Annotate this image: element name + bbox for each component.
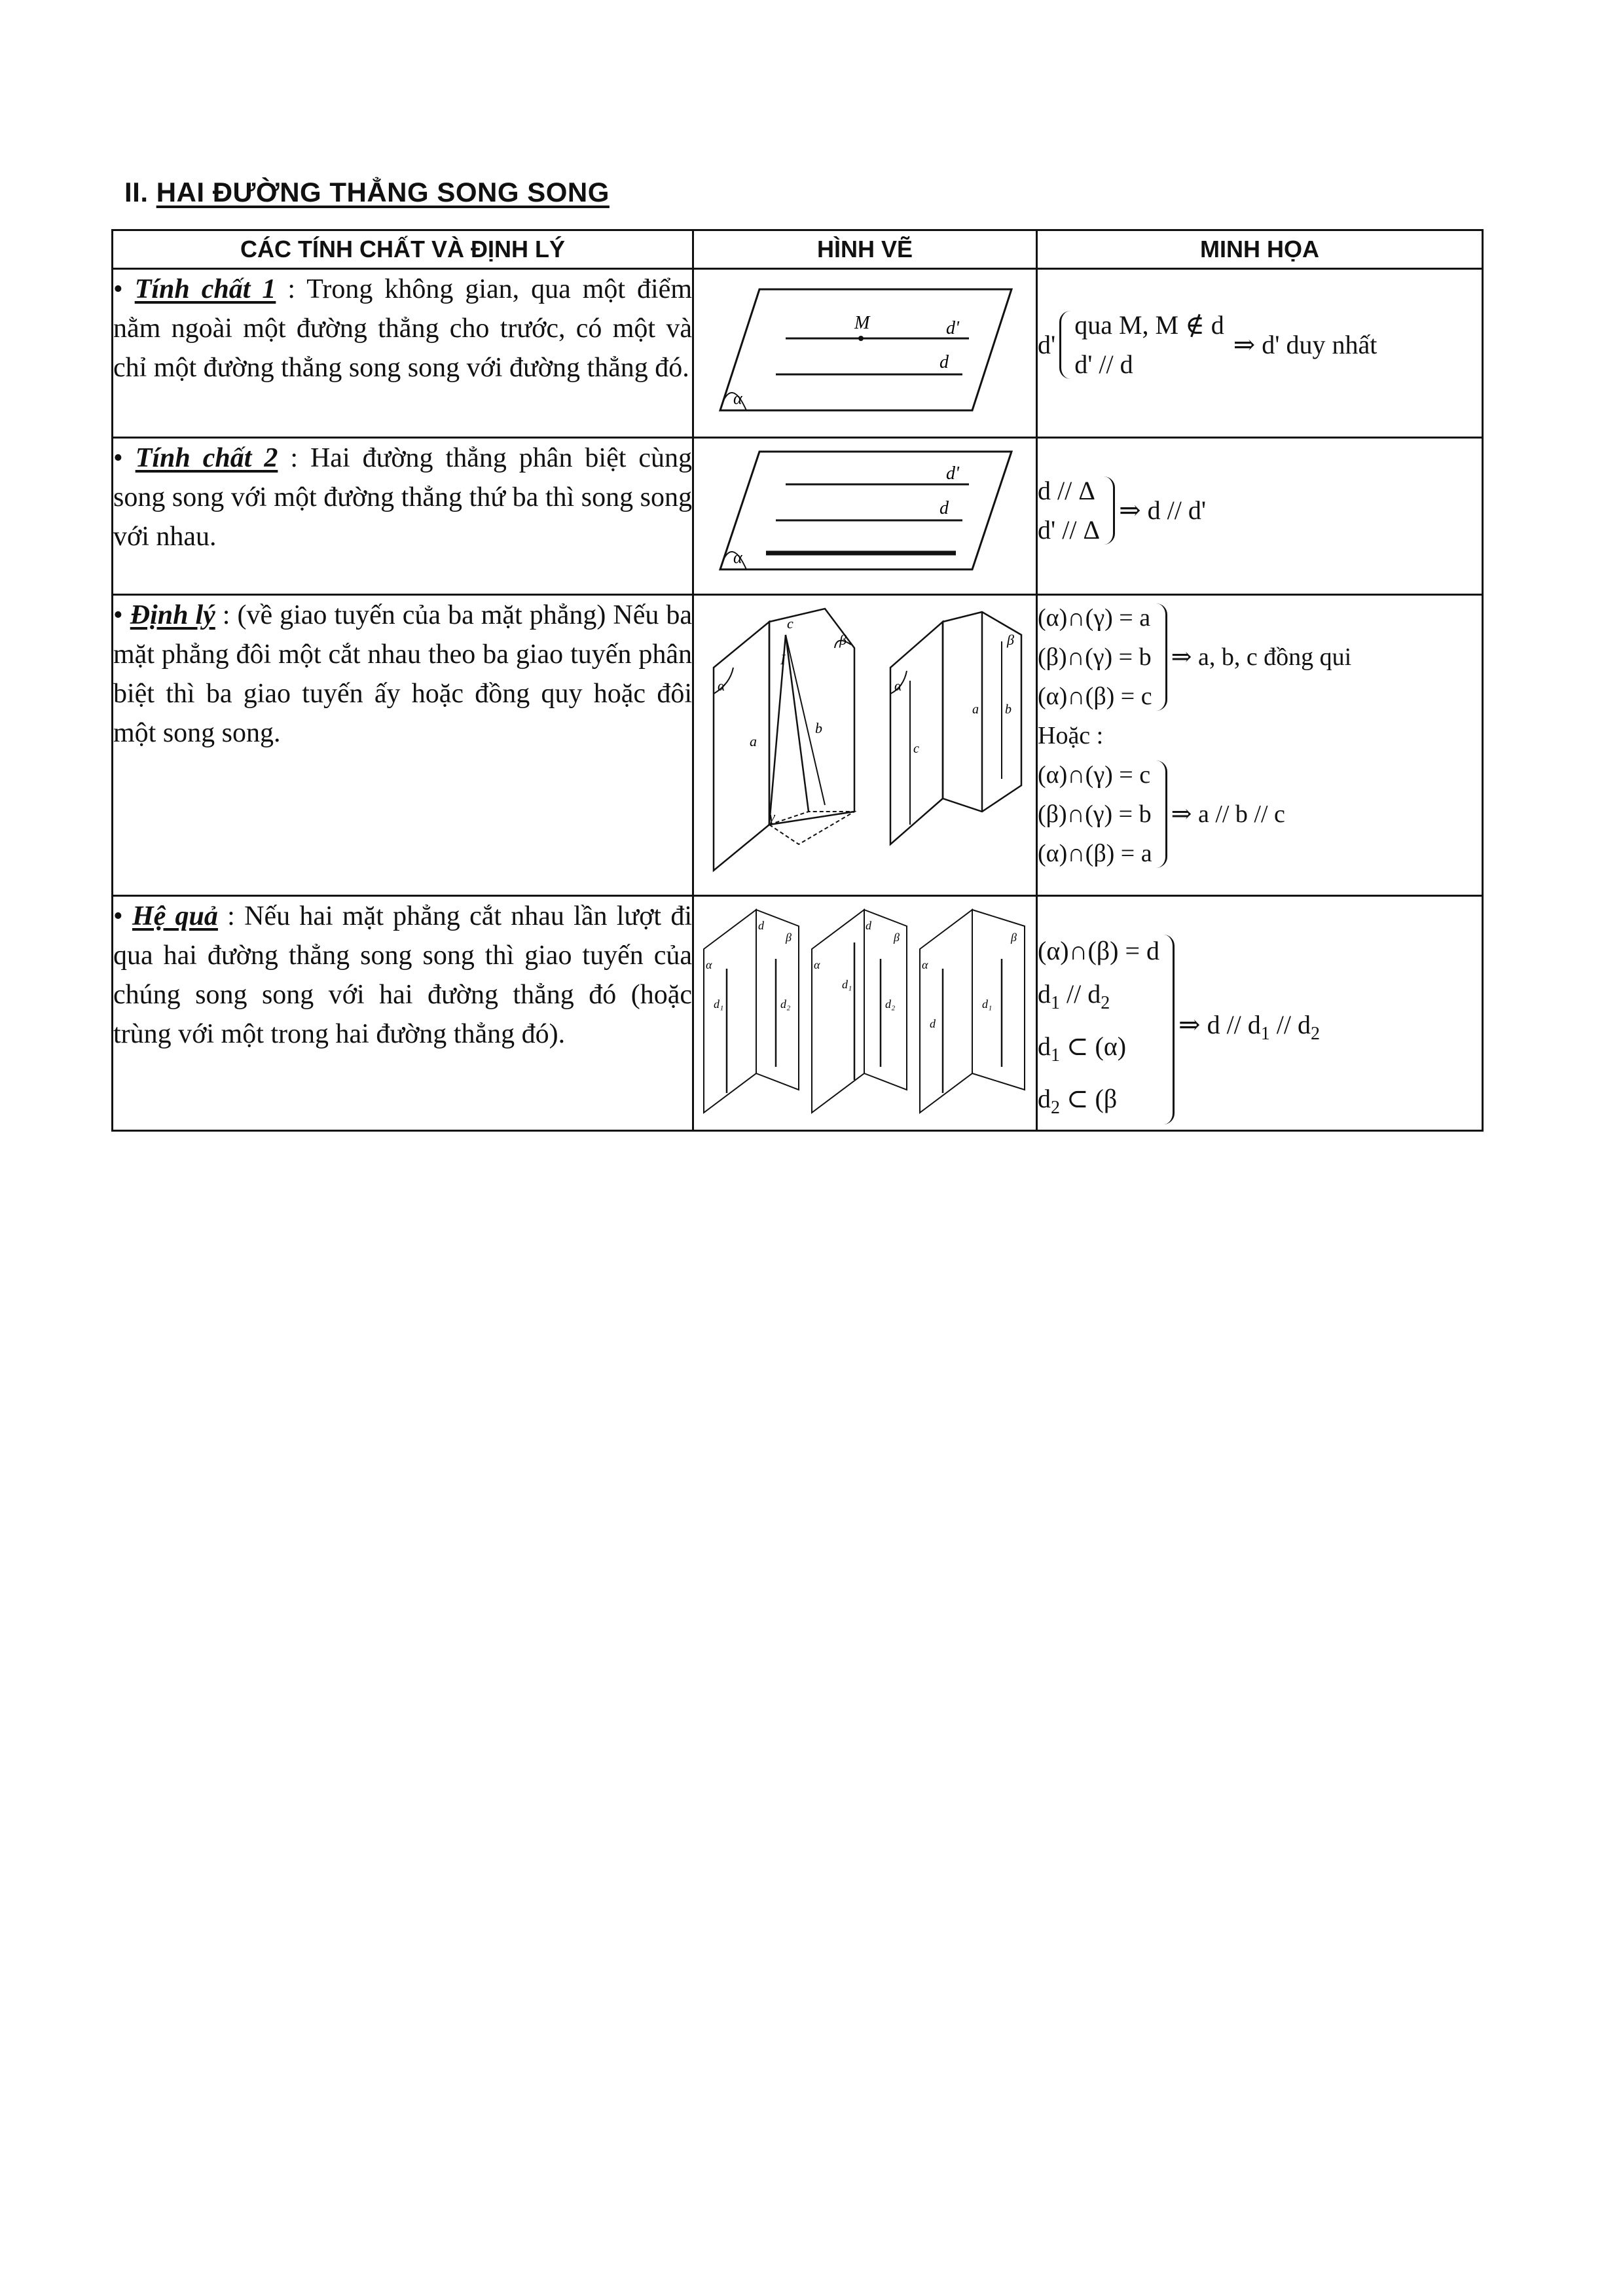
math-line: (α)∩(γ) = c — [1038, 761, 1151, 789]
math-sub: 1 — [1260, 1024, 1270, 1044]
header-properties: CÁC TÍNH CHẤT VÀ ĐỊNH LÝ — [113, 230, 693, 269]
math-part: // d — [1060, 979, 1101, 1009]
math-sub: 2 — [1311, 1024, 1321, 1044]
corollary-panel — [920, 910, 1025, 1113]
brace-right — [1156, 603, 1167, 711]
math-part: ⊂ (α) — [1060, 1031, 1127, 1061]
label-a: a — [750, 733, 757, 749]
label-beta: β — [1007, 632, 1014, 648]
illustration-cell — [1037, 269, 1483, 438]
property-cell — [113, 896, 693, 1131]
figure-cell — [693, 438, 1037, 595]
label-alpha: α — [718, 677, 725, 694]
math-line: (β)∩(γ) = b — [1038, 800, 1152, 828]
math-line: (α)∩(γ) = a — [1038, 604, 1151, 632]
label-line-d-prime: d' — [946, 318, 959, 338]
corollary-panel — [704, 910, 799, 1113]
math-line: d' // d — [1074, 350, 1133, 379]
property-text: : Nếu hai mặt phẳng cắt nhau lần lượt đi qua hai đường thẳng song song thì giao tuyến của chúng song song với hai đường thẳng đó (hoặc trùng với một trong hai đường thẳng đó). — [113, 901, 692, 1049]
math-line: d // Δ — [1038, 476, 1095, 505]
math-part: // d — [1269, 1010, 1311, 1039]
property-text: : Trong không gian, qua một điểm nằm ngoài một đường thẳng cho trước, có một và chỉ một đường thẳng song song với đường thẳng đó. — [113, 274, 692, 383]
label-d2: d₂ — [885, 997, 896, 1011]
math-line — [1038, 1077, 1159, 1130]
property-cell — [113, 595, 693, 896]
label-i: I — [780, 651, 786, 668]
math-result — [1178, 1005, 1320, 1054]
table-header-row — [113, 230, 1483, 269]
brace-right — [1163, 935, 1175, 1124]
label-line-d: d — [939, 498, 949, 518]
math-line — [1038, 1025, 1159, 1077]
table-row — [113, 595, 1483, 896]
label-point-m: M — [854, 313, 870, 333]
math-sub: 2 — [1101, 993, 1110, 1013]
label-beta: β — [786, 931, 792, 944]
math-result: ⇒ a, b, c đồng qui — [1171, 643, 1352, 671]
property-text: : Hai đường thẳng phân biệt cùng song song với một đường thẳng thứ ba thì song song với nhau. — [113, 443, 693, 552]
label-d1: d₁ — [842, 978, 852, 991]
label-line-d-prime: d' — [946, 463, 959, 484]
corollary-panel — [812, 910, 907, 1113]
math-line: (α)∩(β) = a — [1038, 840, 1152, 867]
figure-cell — [693, 896, 1037, 1131]
bullet: • — [113, 901, 123, 931]
label-c: c — [913, 742, 919, 756]
table-row — [113, 896, 1483, 1131]
math-part: ⇒ d // d — [1178, 1010, 1261, 1039]
math-lead: d' — [1038, 330, 1056, 359]
math-sub: 1 — [1051, 993, 1060, 1013]
math-part: d — [1038, 979, 1051, 1009]
section-number: II. — [124, 177, 149, 207]
label-beta: β — [839, 632, 847, 648]
property-keyword: Hệ quả — [132, 901, 218, 931]
illustration-cell — [1037, 595, 1483, 896]
label-plane-alpha: α — [733, 389, 742, 408]
math-line: qua M, M ∉ d — [1074, 310, 1224, 340]
brace-left — [1059, 311, 1070, 379]
math-part: d — [1038, 1031, 1051, 1061]
brace-right — [1156, 761, 1167, 868]
math-sub: 2 — [1051, 1098, 1060, 1118]
property-cell — [113, 269, 693, 438]
bullet: • — [113, 600, 123, 630]
bullet: • — [113, 443, 123, 473]
math-line — [1038, 973, 1159, 1025]
label-alpha: α — [814, 958, 820, 971]
property-keyword: Tính chất 1 — [134, 274, 276, 304]
label-alpha: α — [922, 958, 928, 971]
label-d: d — [758, 919, 764, 932]
math-result: ⇒ a // b // c — [1171, 800, 1285, 828]
label-d1: d₁ — [714, 997, 724, 1011]
math-line: (β)∩(γ) = b — [1038, 643, 1152, 671]
illustration-cell — [1037, 896, 1483, 1131]
plane-figure-1 — [694, 270, 1038, 437]
property-text: : (về giao tuyến của ba mặt phẳng) Nếu ba mặt phẳng đôi một cắt nhau theo ba giao tuyến phân biệt thì ba giao tuyến ấy hoặc đồng quy hoặc đôi một song song. — [113, 600, 692, 748]
label-b: b — [815, 720, 822, 736]
label-b: b — [1005, 702, 1012, 717]
label-beta: β — [894, 931, 900, 944]
three-planes-figure — [694, 596, 1038, 893]
math-line: (α)∩(β) = d — [1038, 936, 1160, 965]
table-row — [113, 438, 1483, 595]
corollary-figure — [694, 897, 1038, 1127]
table-row — [113, 269, 1483, 438]
bullet: • — [113, 274, 123, 304]
label-d: d — [930, 1017, 936, 1030]
label-d1: d₁ — [982, 997, 993, 1011]
section-title — [124, 177, 610, 208]
label-d: d — [866, 919, 871, 932]
math-result: ⇒ d // d' — [1119, 495, 1207, 525]
label-plane-alpha: α — [733, 548, 742, 567]
label-alpha: α — [894, 677, 902, 694]
math-or: Hoặc : — [1038, 722, 1104, 749]
section-heading: HAI ĐƯỜNG THẲNG SONG SONG — [156, 177, 610, 207]
label-line-d: d — [939, 352, 949, 372]
properties-table — [111, 229, 1484, 1132]
label-gamma: γ — [769, 808, 775, 825]
brace-right — [1104, 476, 1115, 545]
math-line: d' // Δ — [1038, 515, 1101, 545]
math-sub: 1 — [1051, 1045, 1060, 1066]
figure-cell — [693, 269, 1037, 438]
math-part: ⊂ (β — [1060, 1084, 1118, 1113]
math-result: ⇒ d' duy nhất — [1233, 330, 1377, 359]
plane-figure-2 — [694, 439, 1038, 594]
label-alpha: α — [706, 958, 712, 971]
label-d2: d₂ — [780, 997, 791, 1011]
header-figure: HÌNH VẼ — [693, 230, 1037, 269]
property-keyword: Tính chất 2 — [135, 443, 278, 473]
property-keyword: Định lý — [130, 600, 215, 630]
math-part: d — [1038, 1084, 1051, 1113]
math-line: (α)∩(β) = c — [1038, 683, 1152, 710]
label-c: c — [787, 615, 793, 632]
property-cell — [113, 438, 693, 595]
header-illustration: MINH HỌA — [1037, 230, 1483, 269]
label-a: a — [972, 702, 979, 717]
illustration-cell — [1037, 438, 1483, 595]
label-beta: β — [1011, 931, 1017, 944]
figure-cell — [693, 595, 1037, 896]
